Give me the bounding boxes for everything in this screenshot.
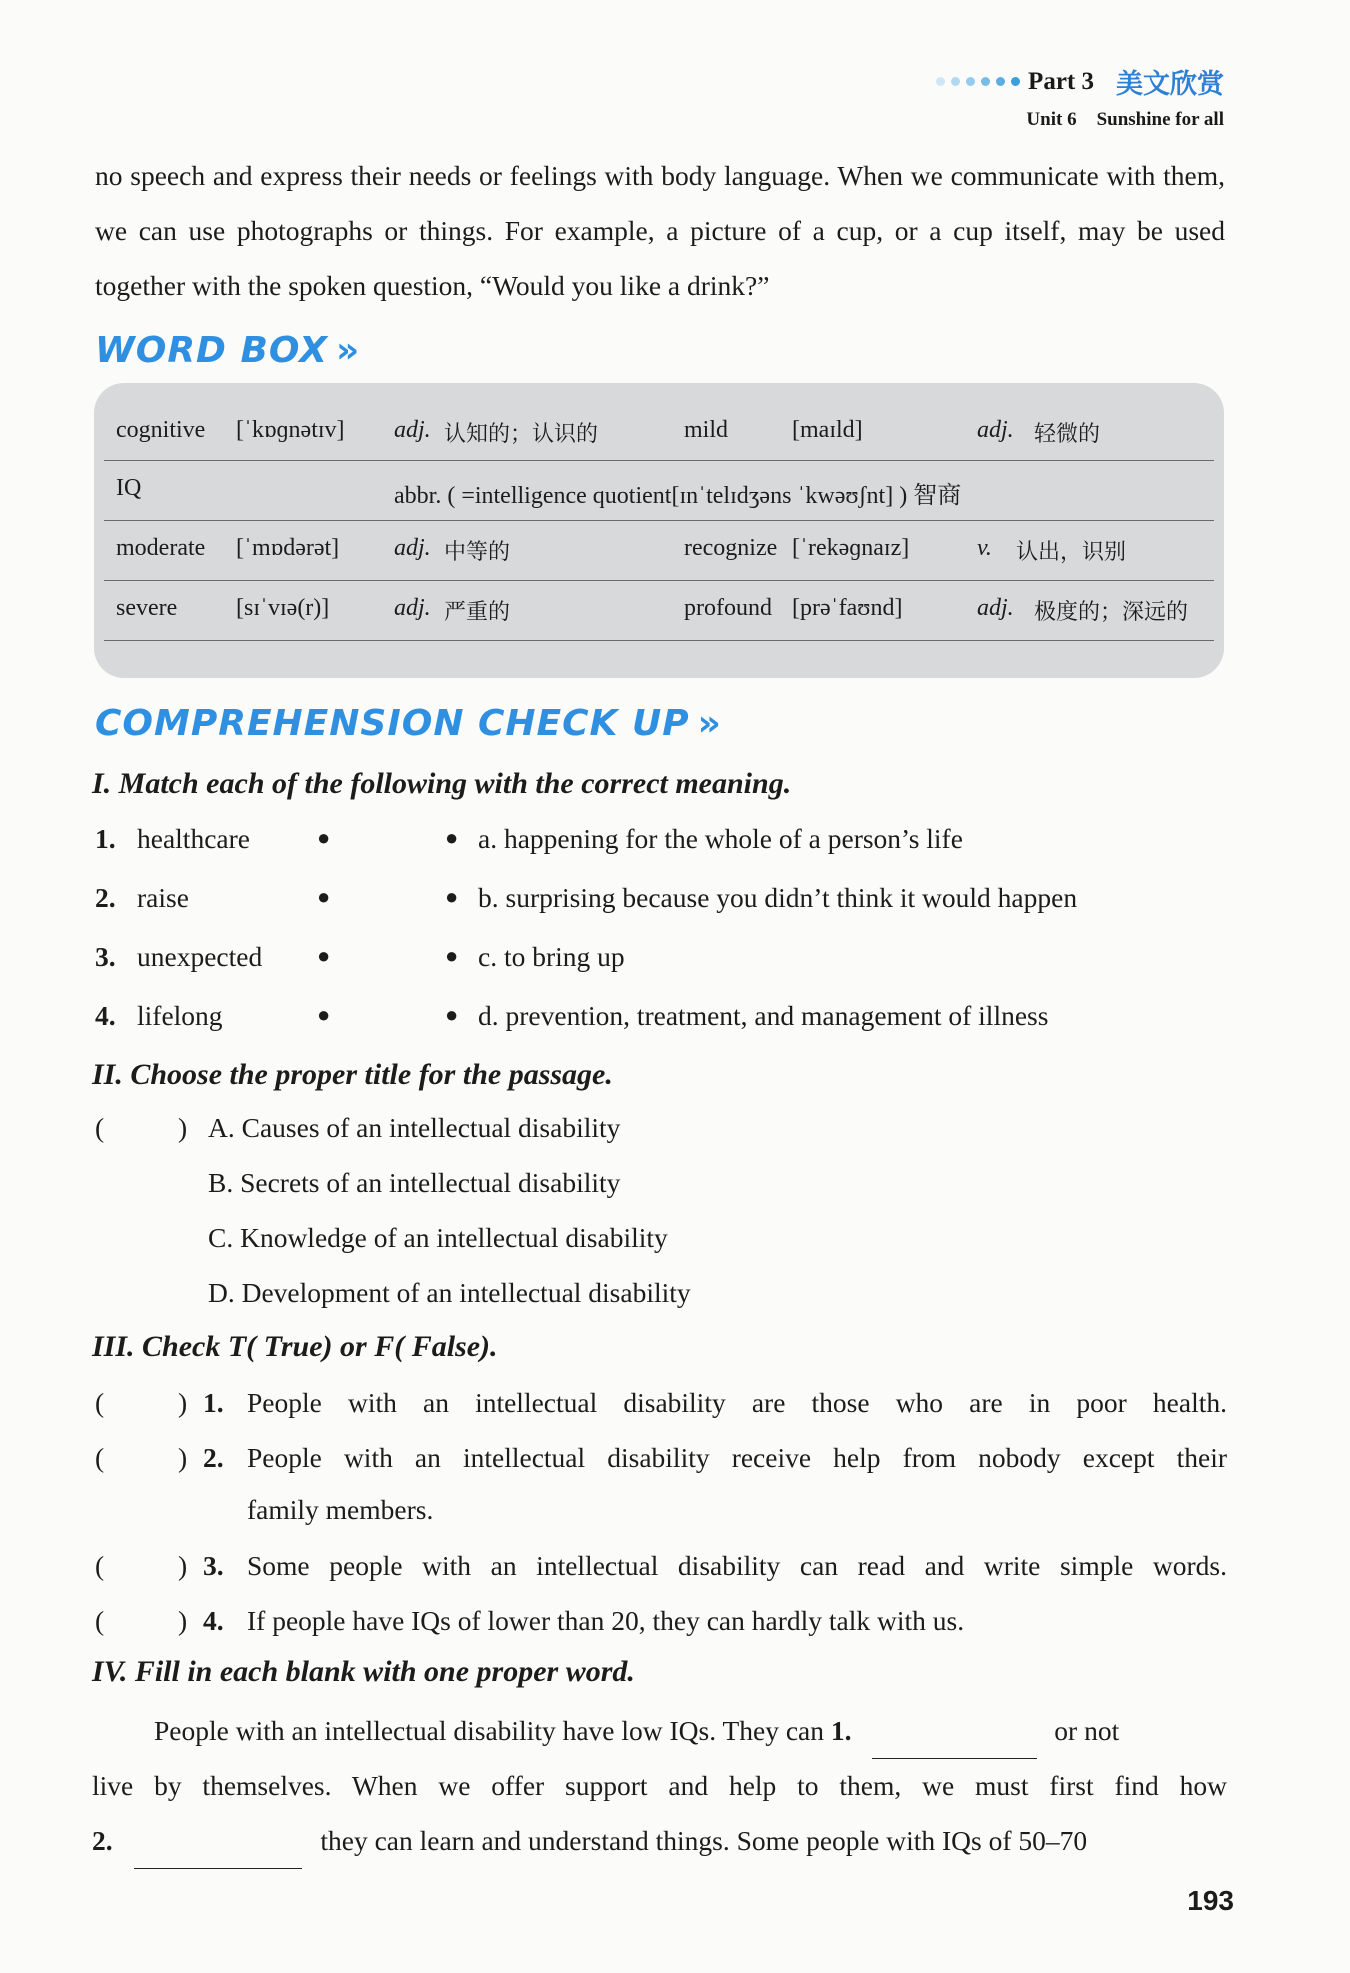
word-row-iq bbox=[104, 461, 1214, 521]
match-dot-left[interactable]: ● bbox=[317, 825, 331, 850]
part-of-speech: v. bbox=[977, 535, 992, 561]
part3-heading: III. Check T( True) or F( False). bbox=[92, 1330, 498, 1363]
phonetic: [ˈkɒɡnətɪv] bbox=[236, 417, 345, 443]
match-meaning: b. surprising because you didn’t think it would happen bbox=[478, 882, 1078, 913]
item-number: 1. bbox=[203, 1387, 224, 1418]
phonetic: [prəˈfaʊnd] bbox=[792, 595, 903, 621]
unit-label: Unit 6 bbox=[1026, 109, 1077, 130]
tf-statement-continued: family members. bbox=[247, 1494, 434, 1525]
part-of-speech: adj. bbox=[977, 595, 1014, 621]
match-dot-right[interactable]: ● bbox=[445, 1002, 459, 1027]
paren-open[interactable]: ( bbox=[95, 1387, 105, 1418]
paren-close: ) bbox=[178, 1387, 188, 1418]
part-of-speech: adj. bbox=[977, 417, 1014, 443]
phonetic: [maɪld] bbox=[792, 417, 863, 443]
item-number: 2. bbox=[95, 882, 116, 913]
meaning: 轻微的 bbox=[1034, 422, 1101, 447]
tf-statement: If people have IQs of lower than 20, they can hardly talk with us. bbox=[247, 1605, 965, 1636]
meaning: 认知的；认识的 bbox=[444, 422, 599, 447]
tf-statement: Some people with an intellectual disability can read and write simple words. bbox=[247, 1550, 1227, 1581]
option-d: D. Development of an intellectual disability bbox=[208, 1277, 691, 1308]
tf-statement: People with an intellectual disability receive help from nobody except their bbox=[247, 1442, 1227, 1473]
tf-statement: People with an intellectual disability are those who are in poor health. bbox=[247, 1387, 1227, 1418]
item-number: 3. bbox=[203, 1550, 224, 1581]
fill-text: they can learn and understand things. Some people with IQs of 50–70 bbox=[320, 1825, 1088, 1856]
match-meaning: d. prevention, treatment, and management of illness bbox=[478, 1000, 1049, 1031]
tf-item bbox=[95, 1550, 1227, 1582]
phonetic: [ˈrekəɡnaɪz] bbox=[792, 535, 910, 561]
word: cognitive bbox=[116, 417, 206, 443]
match-meaning: c. to bring up bbox=[478, 941, 625, 972]
match-meaning: a. happening for the whole of a person’s life bbox=[478, 823, 963, 854]
word: IQ bbox=[116, 475, 142, 501]
intro-text bbox=[95, 148, 1225, 313]
word-row-moderate bbox=[104, 521, 1214, 581]
double-chevron-icon: » bbox=[697, 703, 722, 744]
word-row-severe bbox=[104, 581, 1214, 641]
item-number: 3. bbox=[95, 941, 116, 972]
match-dot-left[interactable]: ● bbox=[317, 943, 331, 968]
word: profound bbox=[684, 595, 772, 621]
paren-open: ( bbox=[95, 1112, 105, 1143]
match-term: unexpected bbox=[137, 941, 263, 972]
part2-heading: II. Choose the proper title for the passage. bbox=[92, 1058, 613, 1091]
paren-close: ) bbox=[178, 1112, 188, 1143]
part4-heading: IV. Fill in each blank with one proper word. bbox=[92, 1655, 635, 1688]
part-of-speech: adj. bbox=[394, 417, 431, 443]
word: severe bbox=[116, 595, 178, 621]
blank-number: 1. bbox=[830, 1715, 852, 1746]
comprehension-title-text: COMPREHENSION CHECK UP bbox=[95, 703, 690, 744]
match-term: lifelong bbox=[137, 1000, 223, 1031]
fill-line-2: live by themselves. When we offer support and help to them, we must first find how bbox=[92, 1770, 1227, 1801]
paren-open[interactable]: ( bbox=[95, 1442, 105, 1473]
paren-open[interactable]: ( bbox=[95, 1550, 105, 1581]
word: recognize bbox=[684, 535, 778, 561]
meaning: 极度的；深远的 bbox=[1034, 600, 1189, 625]
word: moderate bbox=[116, 535, 206, 561]
blank-2[interactable] bbox=[134, 1813, 302, 1869]
dot bbox=[981, 77, 990, 86]
match-term: healthcare bbox=[137, 823, 250, 854]
double-chevron-icon: » bbox=[335, 330, 361, 371]
match-dot-left[interactable]: ● bbox=[317, 1002, 331, 1027]
decorative-dots bbox=[936, 77, 1020, 86]
fill-line-1 bbox=[92, 1703, 1227, 1759]
part-label: Part 3 bbox=[1028, 67, 1094, 95]
word-row-cognitive bbox=[104, 403, 1214, 461]
paren-close: ) bbox=[178, 1605, 188, 1636]
paren-close: ) bbox=[178, 1442, 188, 1473]
word: mild bbox=[684, 417, 729, 443]
fill-line-3 bbox=[92, 1813, 1227, 1869]
answer-parentheses[interactable] bbox=[95, 1112, 188, 1144]
page-header bbox=[936, 62, 1224, 131]
match-item bbox=[95, 882, 1225, 922]
match-item bbox=[95, 941, 1225, 981]
meaning: 严重的 bbox=[444, 600, 511, 625]
word-box-title bbox=[95, 330, 360, 371]
match-dot-right[interactable]: ● bbox=[445, 943, 459, 968]
dot bbox=[996, 77, 1005, 86]
intro-paragraph: no speech and express their needs or feelings with body language. When we communicate with them, we can use photographs or things. For example, a picture of a cup, or a cup itself, may be used together with the spoken question, “Would you like a drink?” bbox=[95, 160, 1225, 301]
meaning: 中等的 bbox=[444, 540, 511, 565]
match-dot-right[interactable]: ● bbox=[445, 884, 459, 909]
word-box bbox=[94, 383, 1224, 678]
blank-1[interactable] bbox=[872, 1703, 1037, 1759]
part-of-speech: adj. bbox=[394, 595, 431, 621]
match-dot-right[interactable]: ● bbox=[445, 825, 459, 850]
option-c: C. Knowledge of an intellectual disability bbox=[208, 1222, 668, 1253]
match-item bbox=[95, 1000, 1225, 1040]
match-term: raise bbox=[137, 882, 189, 913]
dot bbox=[936, 77, 945, 86]
blank-number: 2. bbox=[92, 1825, 113, 1856]
unit-title: Sunshine for all bbox=[1096, 109, 1224, 130]
item-number: 4. bbox=[203, 1605, 224, 1636]
word-box-title-text: WORD BOX bbox=[95, 330, 328, 371]
fill-text: or not bbox=[1054, 1715, 1120, 1746]
match-dot-left[interactable]: ● bbox=[317, 884, 331, 909]
tf-item bbox=[95, 1387, 1227, 1419]
part-of-speech: adj. bbox=[394, 535, 431, 561]
option-a: A. Causes of an intellectual disability bbox=[208, 1112, 621, 1143]
phonetic: [sɪˈvɪə(r)] bbox=[236, 595, 330, 621]
item-number: 4. bbox=[95, 1000, 116, 1031]
part-chinese-title: 美文欣赏 bbox=[1116, 69, 1224, 100]
meaning: 认出，识别 bbox=[1016, 540, 1127, 565]
tf-item bbox=[95, 1605, 1227, 1637]
definition: abbr. ( =intelligence quotient[ɪnˈtelɪdʒəns ˈkwəʊʃnt] ) 智商 bbox=[394, 483, 962, 509]
match-item bbox=[95, 823, 1225, 863]
dot bbox=[951, 77, 960, 86]
item-number: 2. bbox=[203, 1442, 224, 1473]
paren-open[interactable]: ( bbox=[95, 1605, 105, 1636]
part1-heading: I. Match each of the following with the correct meaning. bbox=[92, 767, 792, 800]
paren-close: ) bbox=[178, 1550, 188, 1581]
comprehension-title bbox=[95, 703, 722, 744]
fill-text: People with an intellectual disability have low IQs. They can bbox=[154, 1715, 825, 1746]
item-number: 1. bbox=[95, 823, 116, 854]
tf-item bbox=[95, 1442, 1227, 1474]
phonetic: [ˈmɒdərət] bbox=[236, 535, 340, 561]
dot bbox=[1011, 77, 1020, 86]
page-number: 193 bbox=[1187, 1885, 1234, 1916]
dot bbox=[966, 77, 975, 86]
option-b: B. Secrets of an intellectual disability bbox=[208, 1167, 621, 1198]
